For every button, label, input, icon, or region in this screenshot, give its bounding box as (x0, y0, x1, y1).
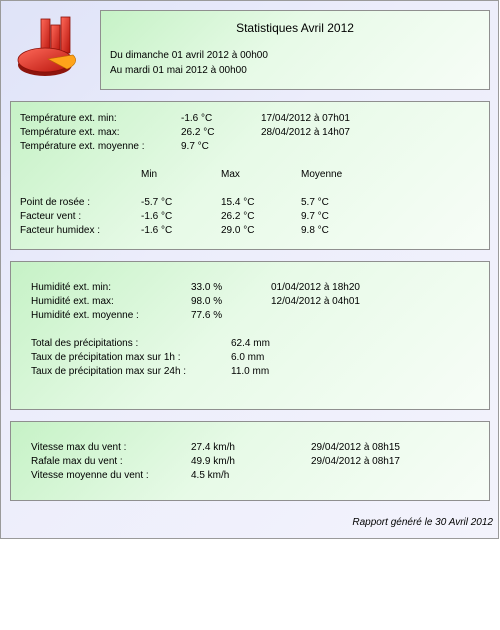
hum-min-label: Humidité ext. min: (31, 282, 112, 293)
wind-avg-label: Vitesse moyenne du vent : (31, 470, 149, 481)
dewpoint-avg: 5.7 °C (301, 197, 329, 208)
precip-24h-label: Taux de précipitation max sur 24h : (31, 366, 187, 377)
temp-max-value: 26.2 °C (181, 127, 215, 138)
temp-min-value: -1.6 °C (181, 113, 213, 124)
hum-max-date: 12/04/2012 à 04h01 (271, 296, 360, 307)
precip-total-value: 62.4 mm (231, 338, 270, 349)
precip-1h-label: Taux de précipitation max sur 1h : (31, 352, 181, 363)
hum-avg-label: Humidité ext. moyenne : (31, 310, 139, 321)
humidex-min: -1.6 °C (141, 225, 173, 236)
dewpoint-label: Point de rosée : (20, 197, 91, 208)
humidex-max: 29.0 °C (221, 225, 255, 236)
temp-avg-value: 9.7 °C (181, 141, 209, 152)
page-title: Statistiques Avril 2012 (236, 21, 354, 35)
hum-avg-value: 77.6 % (191, 310, 223, 321)
col-header-max: Max (221, 169, 240, 180)
temp-min-date: 17/04/2012 à 07h01 (261, 113, 350, 124)
col-header-min: Min (141, 169, 158, 180)
hum-max-label: Humidité ext. max: (31, 296, 114, 307)
wind-avg-value: 4.5 km/h (191, 470, 230, 481)
humidity-panel (10, 261, 490, 410)
temp-min-label: Température ext. min: (20, 113, 117, 124)
report-generated-footer: Rapport généré le 30 Avril 2012 (352, 517, 493, 528)
temp-max-date: 28/04/2012 à 14h07 (261, 127, 350, 138)
precip-24h-value: 11.0 mm (231, 366, 270, 377)
precip-1h-value: 6.0 mm (231, 352, 265, 363)
gust-max-label: Rafale max du vent : (31, 456, 123, 467)
wind-max-value: 27.4 km/h (191, 442, 235, 453)
period-from: Du dimanche 01 avril 2012 à 00h00 (110, 50, 268, 61)
hum-min-date: 01/04/2012 à 18h20 (271, 282, 360, 293)
windchill-label: Facteur vent : (20, 211, 82, 222)
gust-max-value: 49.9 km/h (191, 456, 235, 467)
precip-total-label: Total des précipitations : (31, 338, 139, 349)
humidex-avg: 9.8 °C (301, 225, 329, 236)
hum-min-value: 33.0 % (191, 282, 223, 293)
humidex-label: Facteur humidex : (20, 225, 101, 236)
hum-max-value: 98.0 % (191, 296, 223, 307)
wind-max-date: 29/04/2012 à 08h15 (311, 442, 400, 453)
header-panel (100, 10, 490, 90)
windchill-min: -1.6 °C (141, 211, 173, 222)
dewpoint-max: 15.4 °C (221, 197, 255, 208)
temp-max-label: Température ext. max: (20, 127, 120, 138)
gust-max-date: 29/04/2012 à 08h17 (311, 456, 400, 467)
windchill-max: 26.2 °C (221, 211, 255, 222)
statistics-chart-logo (15, 15, 81, 81)
temperature-panel (10, 101, 490, 250)
wind-max-label: Vitesse max du vent : (31, 442, 127, 453)
period-to: Au mardi 01 mai 2012 à 00h00 (110, 65, 247, 76)
wind-panel (10, 421, 490, 501)
windchill-avg: 9.7 °C (301, 211, 329, 222)
dewpoint-min: -5.7 °C (141, 197, 173, 208)
col-header-avg: Moyenne (301, 169, 343, 180)
temp-avg-label: Température ext. moyenne : (20, 141, 145, 152)
